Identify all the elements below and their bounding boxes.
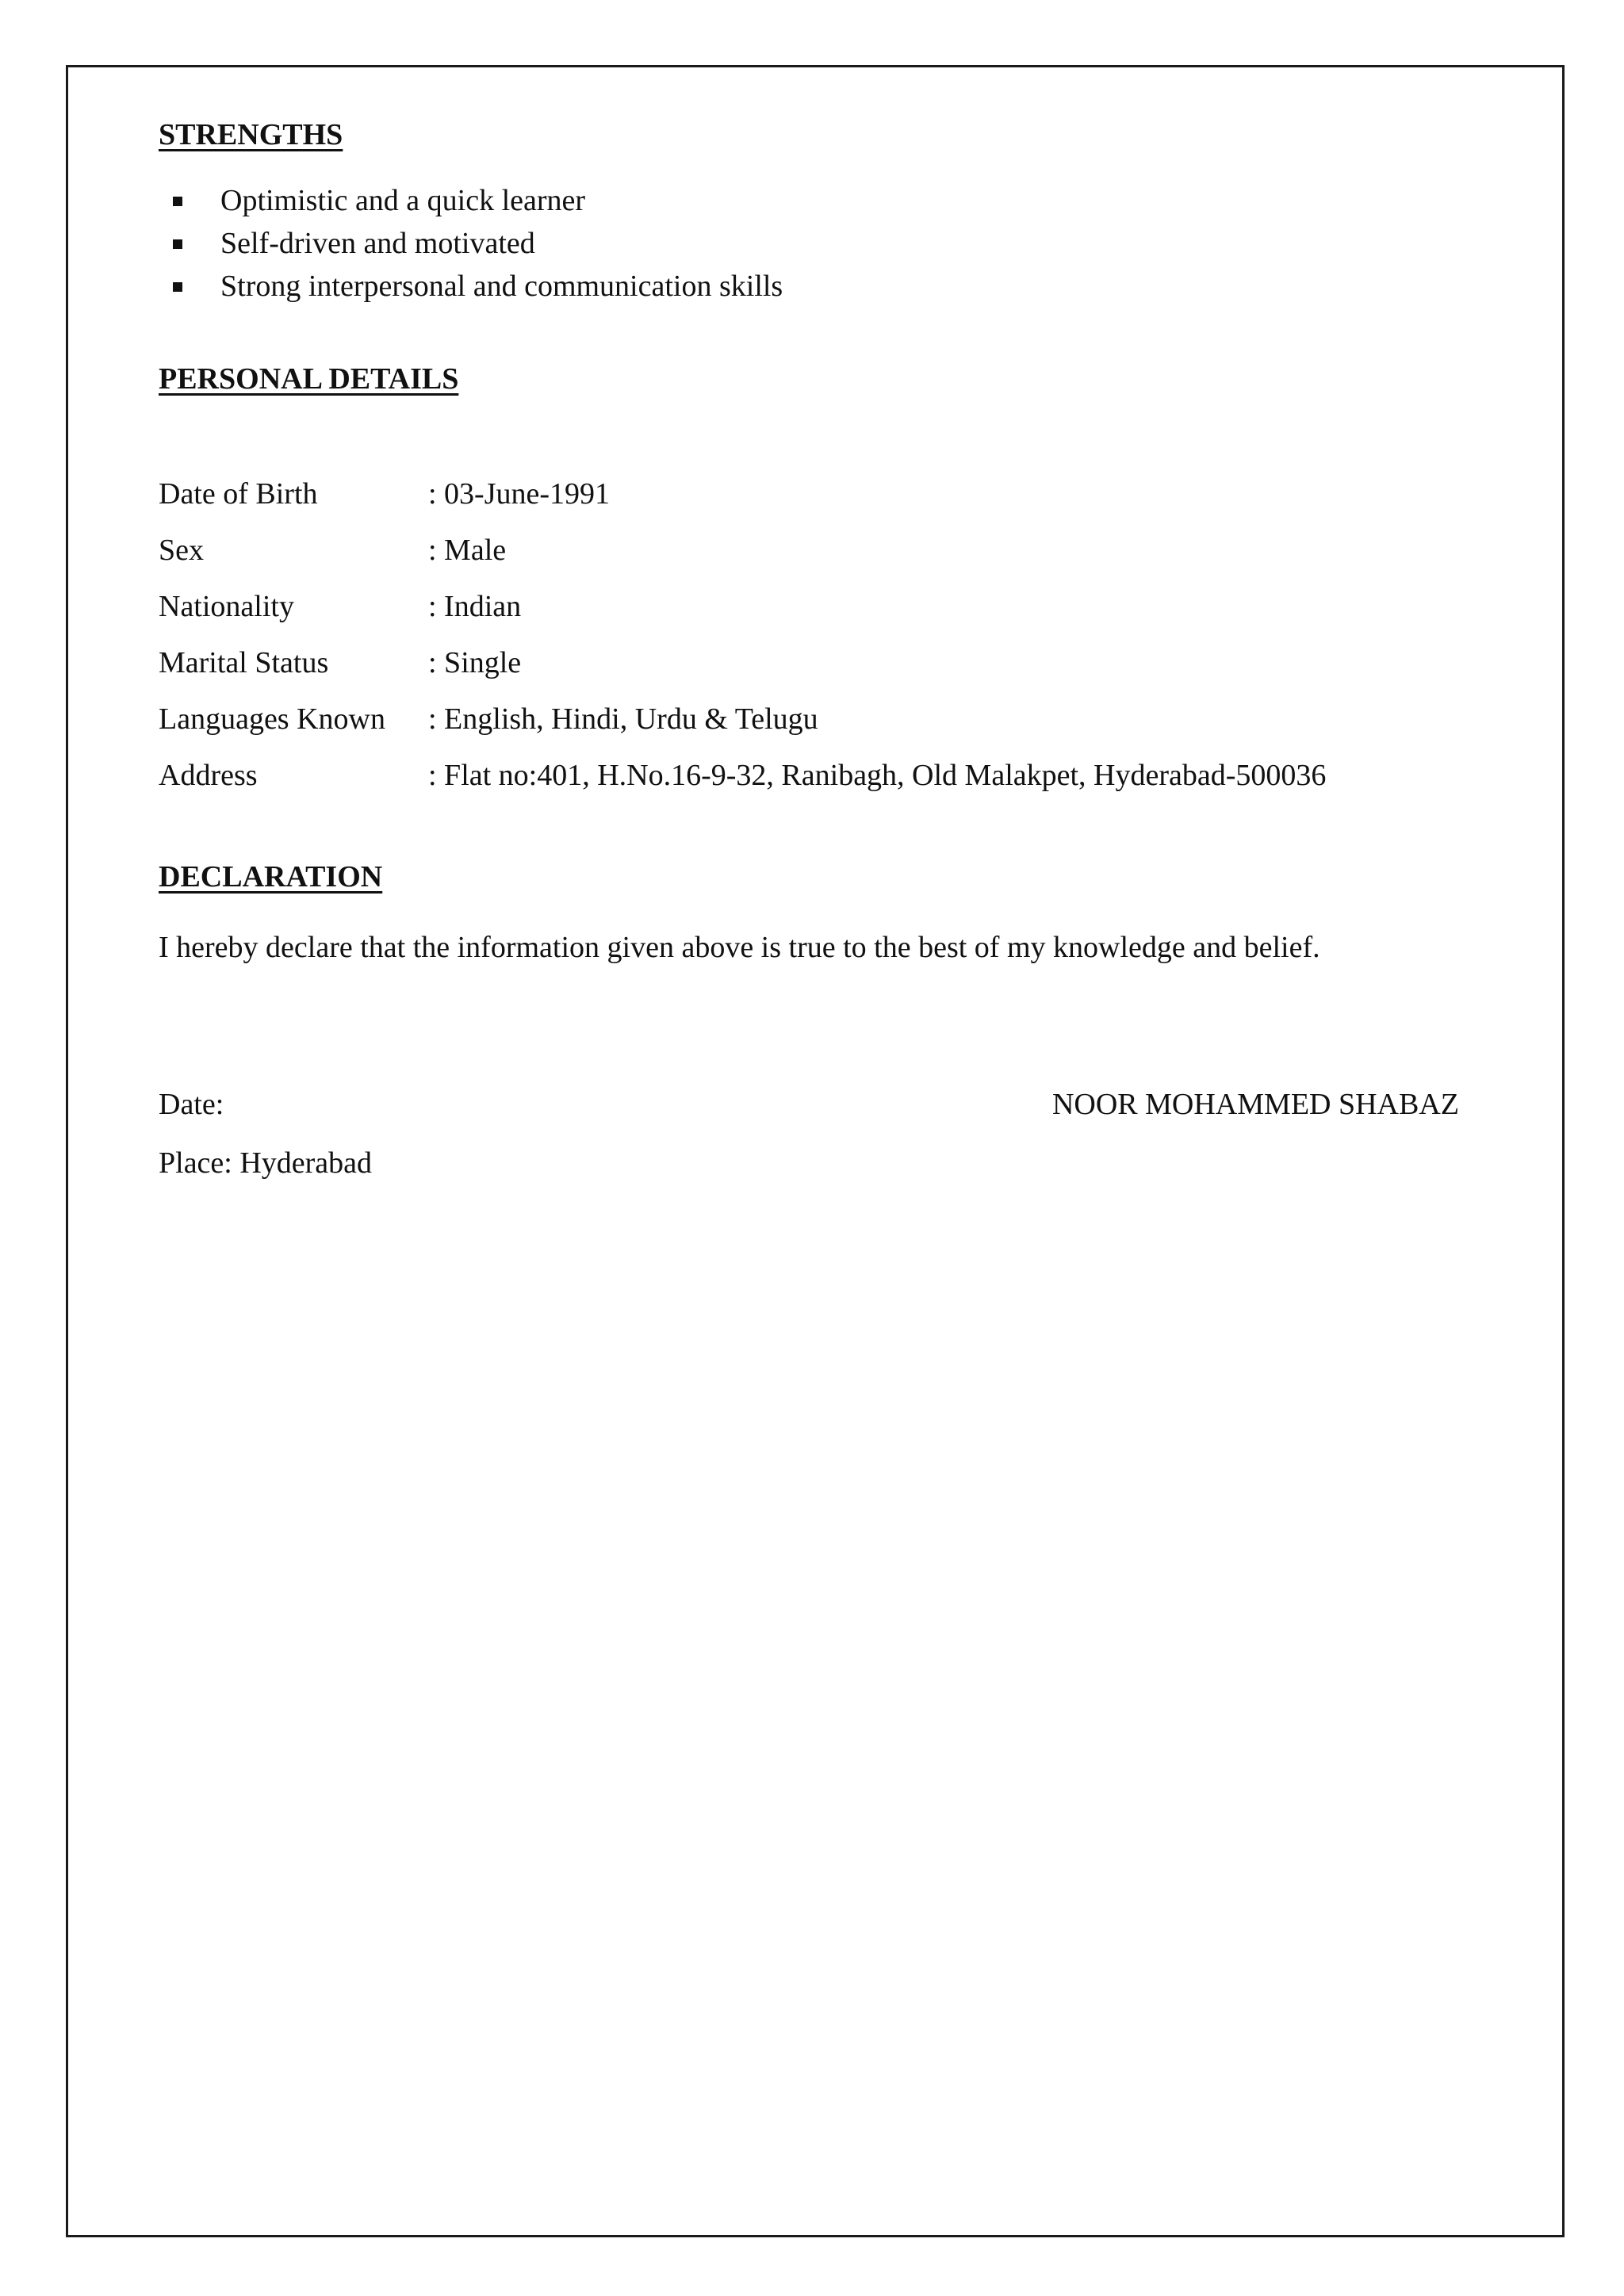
detail-label: Address	[159, 759, 258, 792]
square-bullet-icon	[173, 282, 182, 292]
place-row	[159, 1134, 1459, 1192]
detail-value: : Single	[428, 646, 522, 679]
list-item: Self-driven and motivated	[159, 222, 1459, 265]
declaration-heading: DECLARATION	[159, 860, 383, 894]
resume-page-content	[159, 111, 1459, 1192]
detail-value: : Flat no:401, H.No.16-9-32, Ranibagh, Old Malakpet, Hyderabad-500036	[428, 759, 1327, 792]
signature-block	[159, 1075, 1459, 1192]
signatory-name: NOOR MOHAMMED SHABAZ	[1051, 1088, 1459, 1121]
detail-label: Languages Known	[159, 702, 385, 736]
strengths-list	[159, 179, 1459, 308]
detail-label: Nationality	[159, 590, 294, 623]
detail-value: : Indian	[428, 590, 522, 623]
detail-row-dob	[159, 466, 1459, 522]
list-item: Optimistic and a quick learner	[159, 179, 1459, 222]
detail-row-marital-status	[159, 635, 1459, 691]
detail-value: : English, Hindi, Urdu & Telugu	[428, 702, 818, 736]
detail-label: Sex	[159, 534, 204, 567]
personal-details-heading: PERSONAL DETAILS	[159, 362, 459, 396]
list-item: Strong interpersonal and communication skills	[159, 265, 1459, 308]
square-bullet-icon	[173, 197, 182, 206]
date-label: Date:	[159, 1088, 224, 1121]
detail-row-sex	[159, 522, 1459, 579]
place-text: Place: Hyderabad	[159, 1146, 373, 1180]
detail-value: : Male	[428, 534, 507, 567]
signature-row	[159, 1075, 1459, 1134]
detail-row-nationality	[159, 579, 1459, 635]
strengths-heading: STRENGTHS	[159, 118, 343, 151]
detail-label: Date of Birth	[159, 477, 318, 511]
square-bullet-icon	[173, 239, 182, 249]
declaration-text: I hereby declare that the information given above is true to the best of my knowledge and belief.	[159, 931, 1320, 964]
detail-row-address	[159, 748, 1459, 804]
detail-value: : 03-June-1991	[428, 477, 611, 511]
detail-row-languages	[159, 691, 1459, 748]
personal-details-table	[159, 466, 1459, 804]
detail-label: Marital Status	[159, 646, 329, 679]
